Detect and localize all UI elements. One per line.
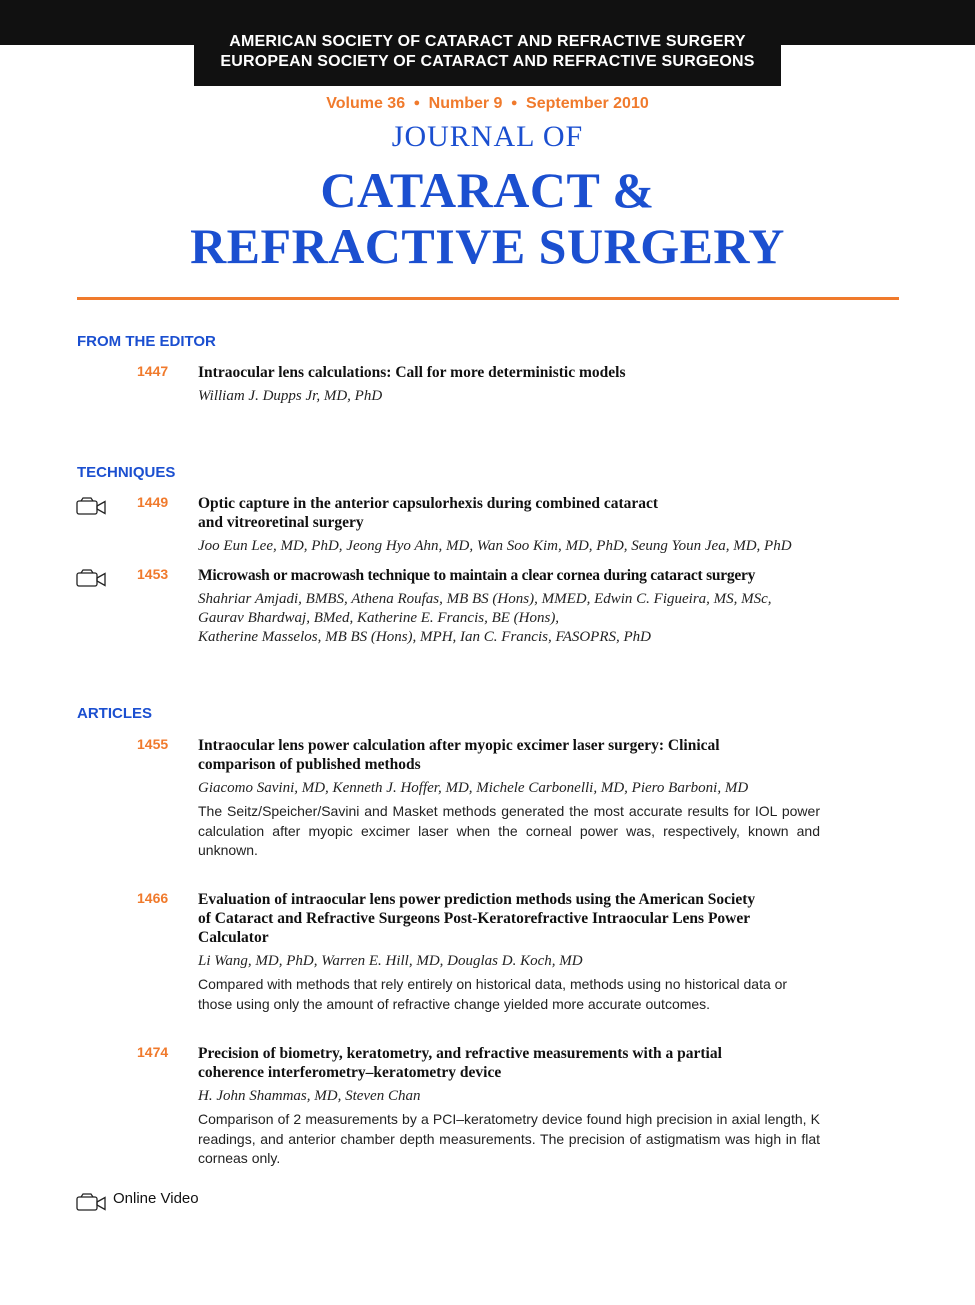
author-line: Gaurav Bhardwaj, BMed, Katherine E. Francis, BE (Hons),: [198, 610, 560, 626]
article-summary: The Seitz/Speicher/Savini and Masket methods generated the most accurate results for IOL power calculation after myopic excimer laser when the corneal power was, respectively, known and unknown.: [198, 803, 820, 858]
article-authors: William J. Dupps Jr, MD, PhD: [198, 388, 383, 404]
article-authors: Joo Eun Lee, MD, PhD, Jeong Hyo Ahn, MD, Wan Soo Kim, MD, PhD, Seung Youn Jea, MD, PhD: [198, 538, 792, 554]
video-camera-icon: [76, 1193, 106, 1211]
article-authors: Giacomo Savini, MD, Kenneth J. Hoffer, MD, Michele Carbonelli, MD, Piero Barboni, MD: [198, 780, 749, 796]
journal-title-line-1: CATARACT &: [320, 162, 655, 218]
article-title-line: Calculator: [198, 929, 269, 946]
article-summary: Compared with methods that rely entirely on historical data, methods using no historical data or those using only the amount of refractive change yielded more accurate outcomes.: [198, 976, 788, 1012]
page-number: 1455: [137, 736, 169, 752]
separator-dot: ●: [510, 97, 518, 109]
article-title[interactable]: Intraocular lens calculations: Call for more deterministic models: [198, 364, 626, 381]
journal-title-line-2: REFRACTIVE SURGERY: [190, 218, 785, 274]
article-authors: H. John Shammas, MD, Steven Chan: [198, 1088, 421, 1104]
article-title-line: Intraocular lens power calculation after myopic excimer laser surgery: Clinical: [198, 737, 720, 754]
article-title[interactable]: [198, 736, 820, 774]
page-number: 1474: [137, 1044, 169, 1060]
section-heading-techniques: TECHNIQUES: [77, 464, 176, 481]
article-title[interactable]: Microwash or macrowash technique to maintain a clear cornea during cataract surgery: [198, 567, 756, 584]
section-heading-articles: ARTICLES: [77, 705, 152, 722]
video-camera-icon: [76, 569, 106, 587]
article-title-line: Evaluation of intraocular lens power prediction methods using the American Society: [198, 891, 756, 908]
legend-label: Online Video: [113, 1190, 199, 1207]
journal-title: [0, 162, 975, 274]
section-heading-editor: FROM THE EDITOR: [77, 333, 216, 350]
page-number: 1466: [137, 890, 169, 906]
page-number: 1447: [137, 363, 169, 379]
society-line-2: EUROPEAN SOCIETY OF CATARACT AND REFRACTIVE SURGEONS: [220, 53, 755, 70]
issue-date: September 2010: [526, 95, 649, 112]
article-title[interactable]: [198, 494, 820, 532]
article-title-line: coherence interferometry–keratometry device: [198, 1064, 502, 1081]
article-title-line: Precision of biometry, keratometry, and refractive measurements with a partial: [198, 1045, 722, 1062]
volume: Volume 36: [326, 95, 406, 112]
author-line: Shahriar Amjadi, BMBS, Athena Roufas, MB BS (Hons), MMED, Edwin C. Figueira, MS, MSc,: [198, 591, 772, 607]
page-number: 1453: [137, 566, 169, 582]
separator-dot: ●: [413, 97, 421, 109]
article-authors: [198, 590, 820, 647]
article-title[interactable]: [198, 1044, 820, 1082]
article-title-line: of Cataract and Refractive Surgeons Post-Keratorefractive Intraocular Lens Power: [198, 910, 751, 927]
article-title-line: comparison of published methods: [198, 756, 421, 773]
issue-number: Number 9: [428, 95, 503, 112]
article-summary: Comparison of 2 measurements by a PCI–keratometry device found high precision in axial length, K readings, and anterior chamber depth measurements. The precision of astigmatism was high in flat corneas only.: [198, 1111, 820, 1166]
article-authors: Li Wang, MD, PhD, Warren E. Hill, MD, Douglas D. Koch, MD: [198, 953, 583, 969]
author-line: Katherine Masselos, MB BS (Hons), MPH, Ian C. Francis, FASOPRS, PhD: [198, 629, 652, 645]
article-title-line: and vitreoretinal surgery: [198, 514, 364, 531]
issue-info: [0, 95, 975, 113]
society-line-1: AMERICAN SOCIETY OF CATARACT AND REFRACTIVE SURGERY: [229, 33, 746, 50]
orange-divider: [77, 297, 899, 300]
article-title-line: Optic capture in the anterior capsulorhexis during combined cataract: [198, 495, 659, 512]
society-banner: [194, 28, 781, 86]
video-camera-icon: [76, 497, 106, 515]
article-title[interactable]: [198, 890, 820, 947]
page-number: 1449: [137, 494, 169, 510]
journal-of-label: JOURNAL OF: [391, 120, 584, 153]
